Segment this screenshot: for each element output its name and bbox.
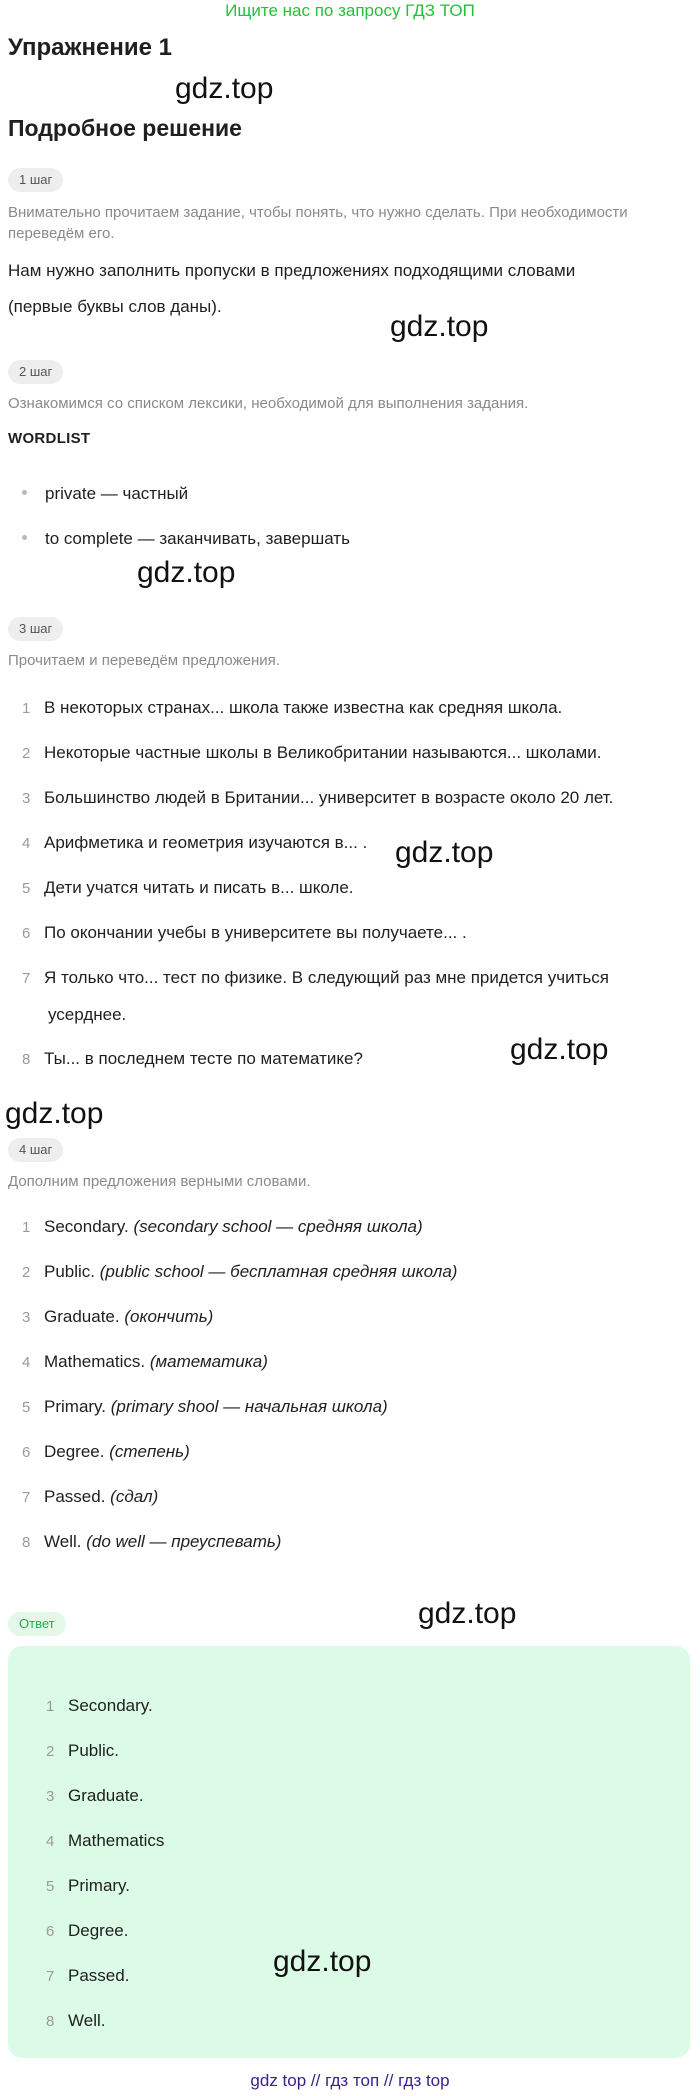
bullet-icon <box>22 535 27 540</box>
search-banner: Ищите нас по запросу ГДЗ ТОП <box>225 1 475 20</box>
list-item: 3 Большинство людей в Британии... университет в возрасте около 20 лет. <box>22 788 614 807</box>
list-item: 2 Некоторые частные школы в Великобритании называются... школами. <box>22 743 602 762</box>
watermark: gdz.top <box>273 1945 372 1978</box>
watermark: gdz.top <box>175 72 274 105</box>
watermark: gdz.top <box>395 836 494 869</box>
step-badge-2: 2 шаг <box>8 360 63 384</box>
step-1-text-line-2: (первые буквы слов даны). <box>8 297 222 316</box>
solution-heading: Подробное решение <box>8 115 242 141</box>
answer-item: 6 Degree. <box>46 1921 129 1940</box>
list-item: 5 Primary. (primary shool — начальная школа) <box>22 1397 388 1416</box>
answer-item: 2 Public. <box>46 1741 120 1760</box>
answer-item: 3 Graduate. <box>46 1786 144 1805</box>
answer-item: 7 Passed. <box>46 1966 130 1985</box>
step-2-description: Ознакомимся со списком лексики, необходимой для выполнения задания. <box>8 395 529 412</box>
list-item: 4 Mathematics. (математика) <box>22 1352 268 1371</box>
watermark: gdz.top <box>5 1097 104 1130</box>
exercise-title: Упражнение 1 <box>8 34 172 61</box>
wordlist-item: private — частный <box>22 482 188 506</box>
wordlist-title: WORDLIST <box>8 430 91 447</box>
watermark: gdz.top <box>510 1033 609 1066</box>
step-4-description: Дополним предложения верными словами. <box>8 1173 311 1190</box>
list-item: 1 В некоторых странах... школа также известна как средняя школа. <box>22 698 563 717</box>
step-1-text-line-1: Нам нужно заполнить пропуски в предложениях подходящими словами <box>8 261 576 280</box>
list-item: 7 Passed. (сдал) <box>22 1487 159 1506</box>
footer-links[interactable]: gdz top // гдз топ // гдз top <box>250 2071 450 2090</box>
list-item: 1 Secondary. (secondary school — средняя школа) <box>22 1217 423 1236</box>
list-item: 8 Well. (do well — преуспевать) <box>22 1532 282 1551</box>
list-item: 3 Graduate. (окончить) <box>22 1307 214 1326</box>
step-3-description: Прочитаем и переведём предложения. <box>8 652 280 669</box>
list-item: 6 Degree. (степень) <box>22 1442 190 1461</box>
list-item: 2 Public. (public school — бесплатная средняя школа) <box>22 1262 458 1281</box>
wordlist-item: to complete — заканчивать, завершать <box>22 527 350 551</box>
step-1-description: Внимательно прочитаем задание, чтобы понять, что нужно сделать. При необходимости переведём его. <box>8 204 628 242</box>
step-badge-4: 4 шаг <box>8 1138 63 1162</box>
answer-item: 1 Secondary. <box>46 1696 153 1715</box>
step-badge-1: 1 шаг <box>8 168 63 192</box>
answer-item: 8 Well. <box>46 2011 106 2030</box>
watermark: gdz.top <box>137 556 236 589</box>
watermark: gdz.top <box>390 310 489 343</box>
answer-item: 4 Mathematics <box>46 1831 165 1850</box>
list-item: 6 По окончании учебы в университете вы получаете... . <box>22 923 467 942</box>
list-item: 8 Ты... в последнем тесте по математике? <box>22 1049 363 1068</box>
list-item: 5 Дети учатся читать и писать в... школе. <box>22 878 354 897</box>
watermark: gdz.top <box>418 1597 517 1630</box>
answer-badge: Ответ <box>8 1612 66 1636</box>
list-item: 7 Я только что... тест по физике. В следующий раз мне придется учиться усерднее. <box>22 968 609 1024</box>
bullet-icon <box>22 490 27 495</box>
answer-item: 5 Primary. <box>46 1876 131 1895</box>
list-item: 4 Арифметика и геометрия изучаются в... . <box>22 833 368 852</box>
step-badge-3: 3 шаг <box>8 617 63 641</box>
